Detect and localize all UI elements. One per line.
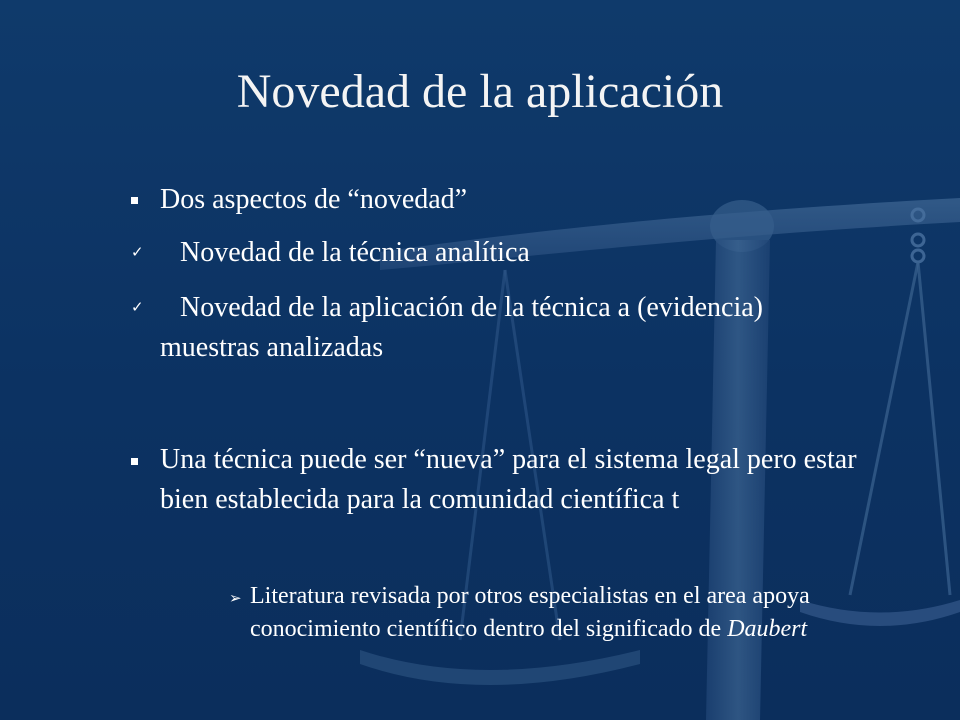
emphasis-text: Daubert — [727, 616, 808, 642]
checkmark-icon: ✓ — [131, 298, 144, 316]
sub-bullet-item: Literatura revisada por otros especialistas en el area apoya conocimiento científico dentro del significado de Daubert — [250, 583, 810, 642]
bullet-item: Una técnica puede ser “nueva” para el sistema legal pero estar bien establecida para la comunidad científica t — [160, 444, 857, 515]
square-bullet-icon — [131, 197, 138, 204]
check-item: Novedad de la aplicación de la técnica a (evidencia) muestras analizadas — [160, 292, 764, 363]
check-item: Novedad de la técnica analítica — [180, 237, 530, 268]
bullet-item: Dos aspectos de “novedad” — [160, 184, 468, 215]
arrowhead-icon: ➢ — [229, 589, 242, 607]
checkmark-icon: ✓ — [131, 243, 144, 261]
page-title: Novedad de la aplicación — [236, 65, 724, 118]
square-bullet-icon — [131, 458, 138, 465]
